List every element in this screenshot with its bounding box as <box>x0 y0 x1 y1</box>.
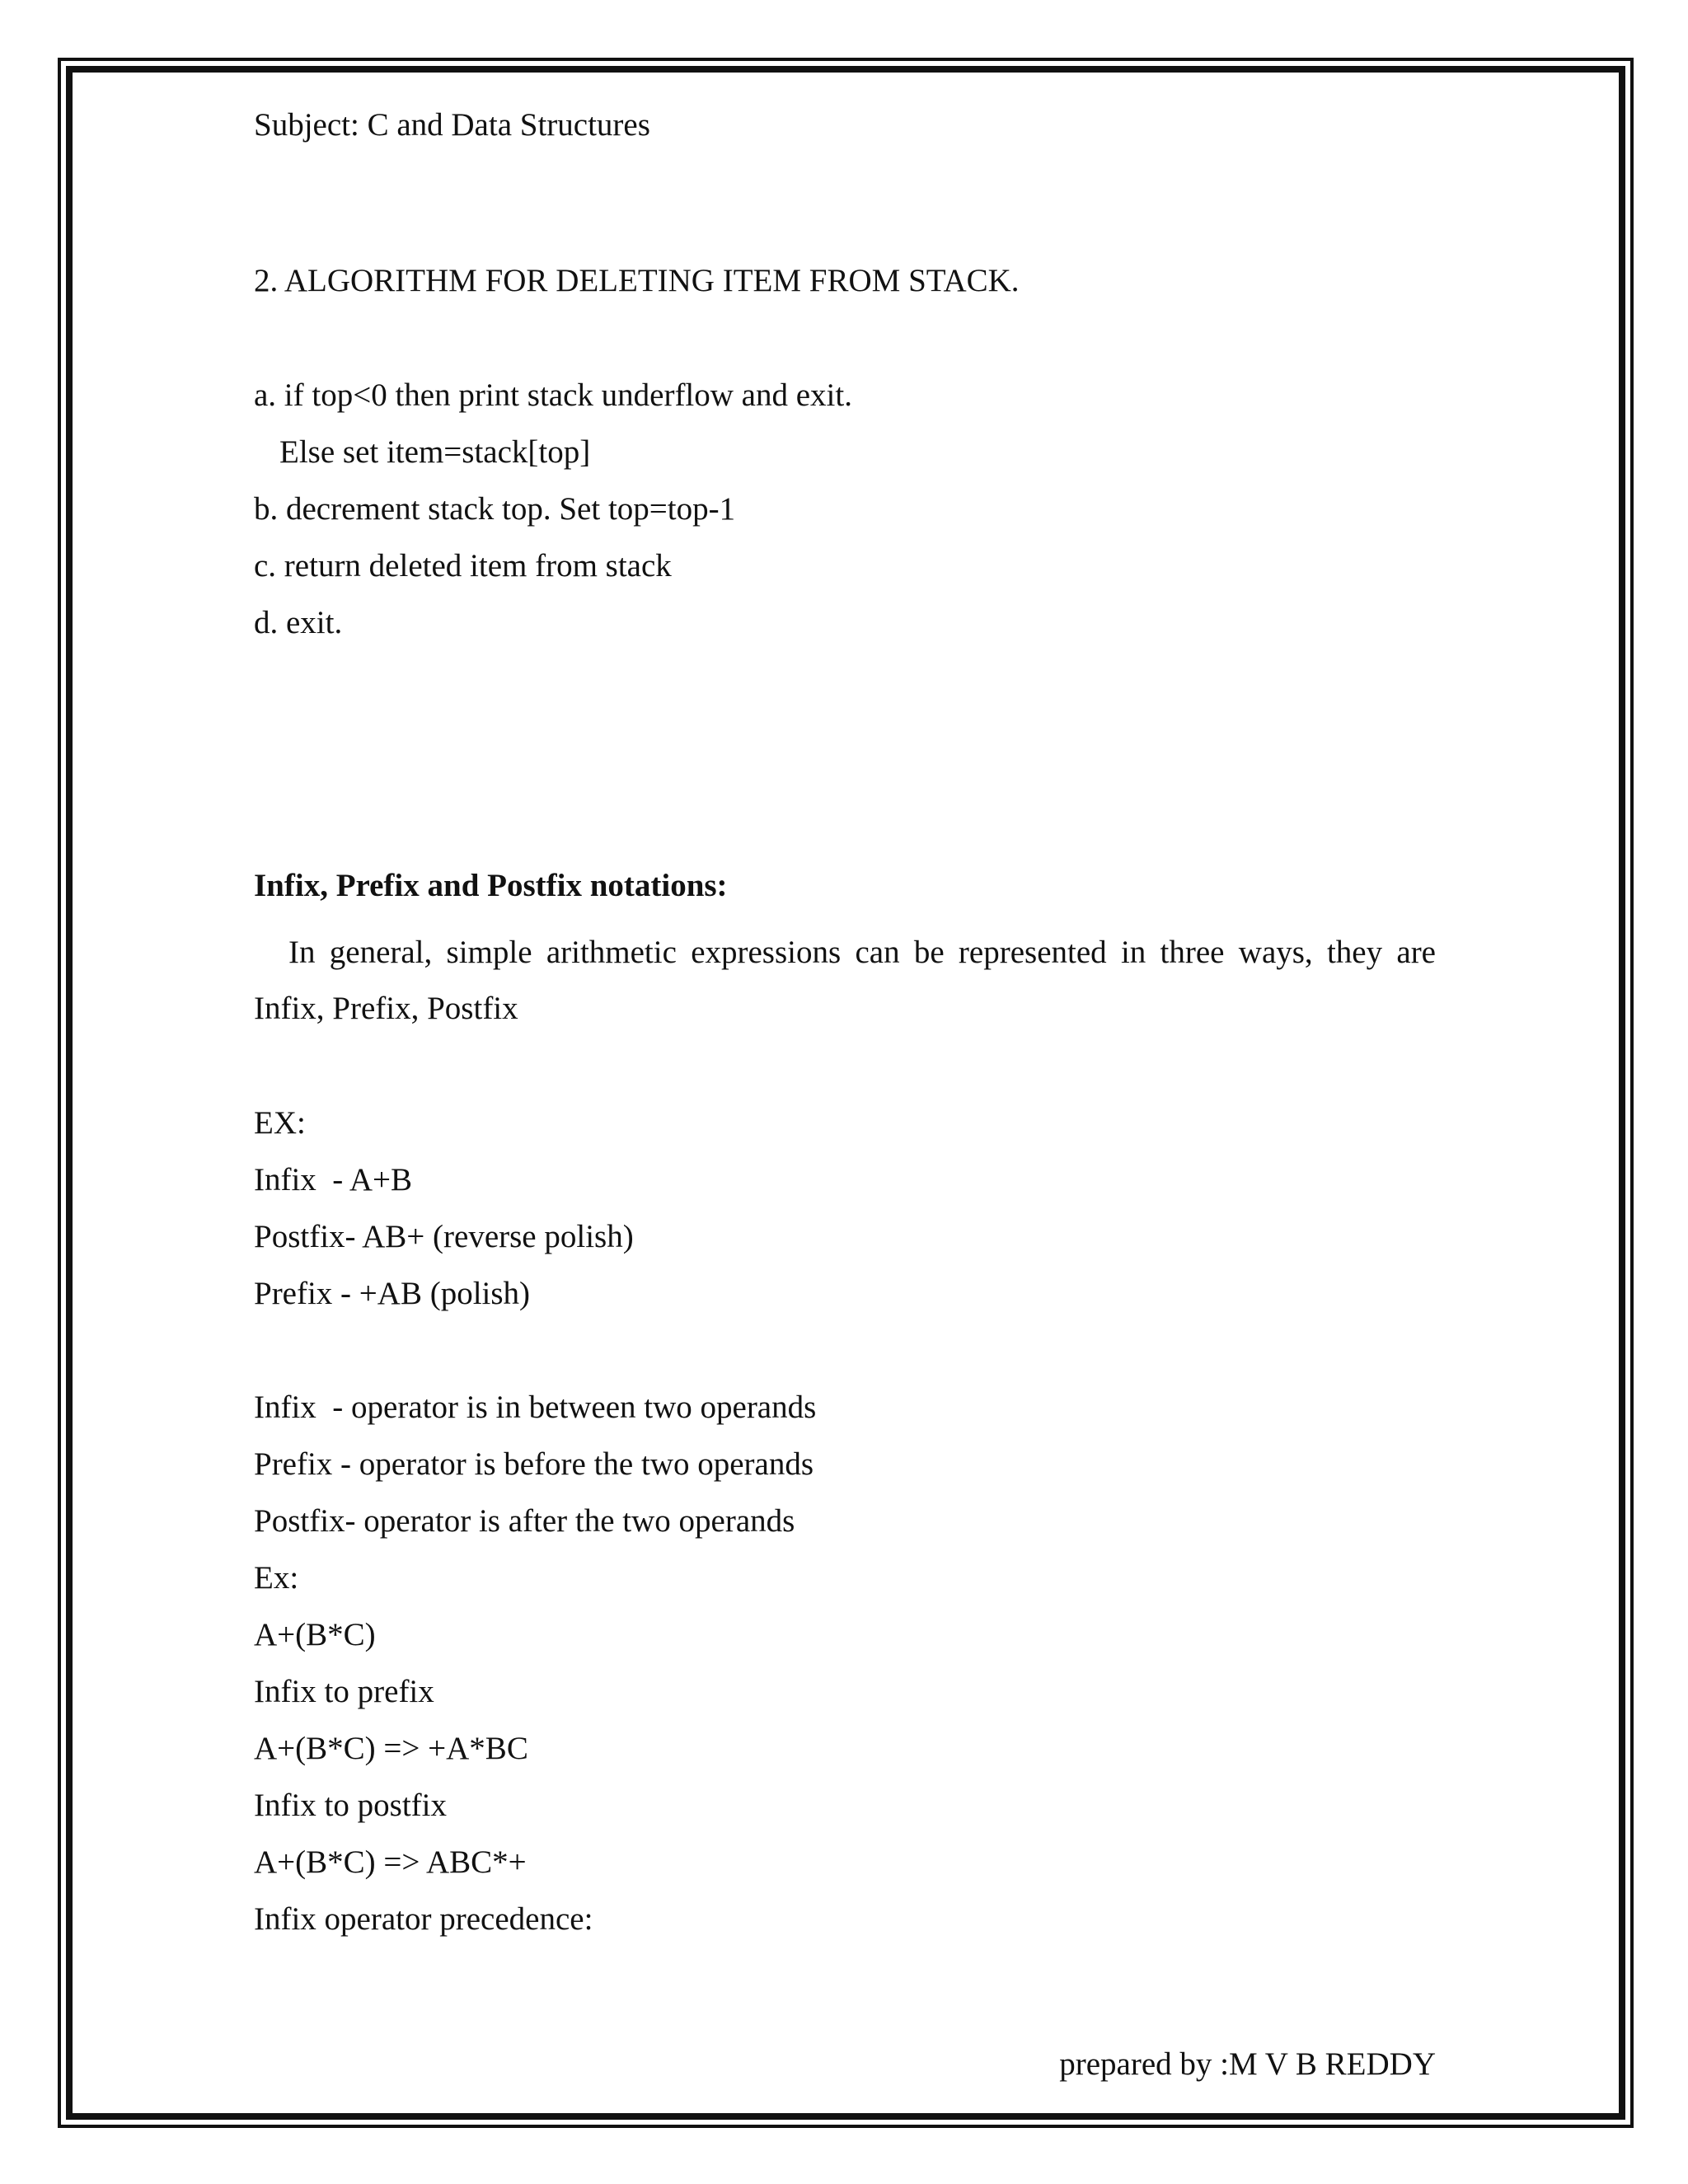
algorithm-step-a: a. if top<0 then print stack underflow and exit. <box>254 377 852 413</box>
infix-to-postfix-label: Infix to postfix <box>254 1788 447 1823</box>
infix-to-prefix-result: A+(B*C) => +A*BC <box>254 1731 528 1766</box>
example2-expression: A+(B*C) <box>254 1617 376 1652</box>
example-postfix: Postfix- AB+ (reverse polish) <box>254 1219 634 1254</box>
example-prefix: Prefix - +AB (polish) <box>254 1276 531 1311</box>
notations-intro-line2: Infix, Prefix, Postfix <box>254 991 518 1026</box>
example-infix: Infix - A+B <box>254 1162 413 1197</box>
algorithm-step-a-else: Else set item=stack[top] <box>279 434 591 470</box>
definition-infix: Infix - operator is in between two operands <box>254 1390 817 1425</box>
prepared-by-footer: prepared by :M V B REDDY <box>1059 2046 1436 2082</box>
algorithm-step-c: c. return deleted item from stack <box>254 548 672 583</box>
subject-line: Subject: C and Data Structures <box>254 107 650 143</box>
notations-heading: Infix, Prefix and Postfix notations: <box>254 868 728 903</box>
notations-intro-line1: In general, simple arithmetic expressions can be represented in three ways, they are <box>288 935 1436 970</box>
example2-label: Ex: <box>254 1560 299 1596</box>
infix-to-prefix-label: Infix to prefix <box>254 1674 434 1709</box>
algorithm-step-b: b. decrement stack top. Set top=top-1 <box>254 491 736 527</box>
algorithm-heading: 2. ALGORITHM FOR DELETING ITEM FROM STACK. <box>254 263 1020 298</box>
operator-precedence-label: Infix operator precedence: <box>254 1901 593 1937</box>
infix-to-postfix-result: A+(B*C) => ABC*+ <box>254 1844 527 1880</box>
algorithm-step-d: d. exit. <box>254 605 343 640</box>
definition-prefix: Prefix - operator is before the two operands <box>254 1446 814 1482</box>
example-label: EX: <box>254 1105 306 1141</box>
definition-postfix: Postfix- operator is after the two operands <box>254 1503 795 1539</box>
